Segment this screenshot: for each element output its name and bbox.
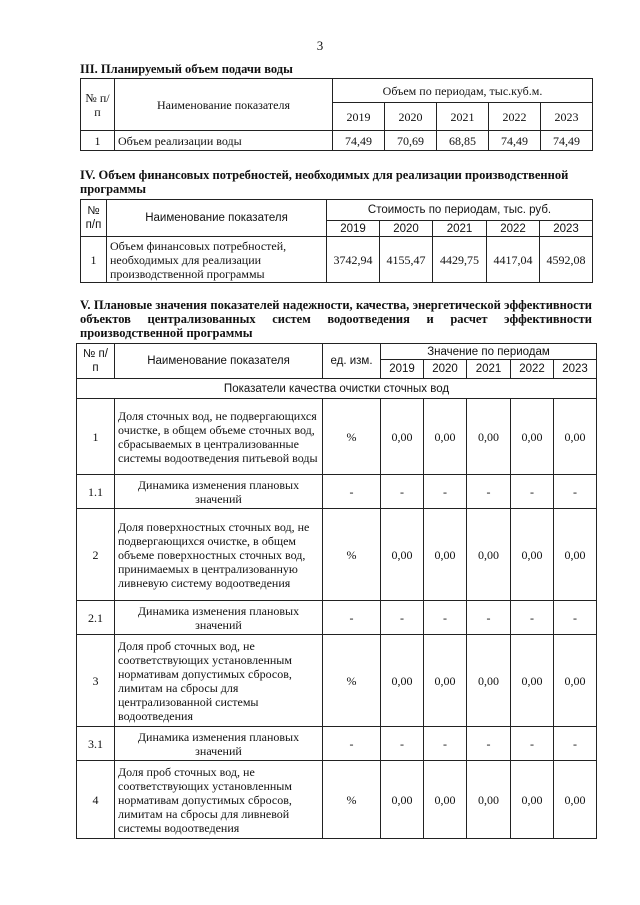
table-row <box>77 727 597 761</box>
table-row <box>77 601 597 635</box>
row-value: - <box>467 601 511 635</box>
row-value: 4592,08 <box>540 237 593 283</box>
row-value: - <box>424 601 467 635</box>
row-value: 4155,47 <box>380 237 433 283</box>
table-row <box>81 131 593 151</box>
row-value: 74,49 <box>489 131 541 151</box>
year-header: 2019 <box>333 103 385 131</box>
row-unit: - <box>323 727 381 761</box>
row-value: 74,49 <box>541 131 593 151</box>
header-period: Значение по периодам <box>381 344 597 360</box>
section-3-title: III. Планируемый объем подачи воды <box>80 62 293 76</box>
row-value: - <box>554 475 597 509</box>
row-value: 0,00 <box>511 635 554 727</box>
row-value: 4417,04 <box>487 237 540 283</box>
header-num: № п/п <box>81 79 115 131</box>
row-num: 2.1 <box>77 601 115 635</box>
row-num: 1.1 <box>77 475 115 509</box>
row-name: Объем реализации воды <box>115 131 333 151</box>
row-unit: - <box>323 601 381 635</box>
row-value: - <box>381 727 424 761</box>
row-unit: - <box>323 475 381 509</box>
year-header: 2019 <box>381 360 424 379</box>
row-value: - <box>424 475 467 509</box>
year-header: 2021 <box>437 103 489 131</box>
row-value: - <box>381 475 424 509</box>
row-value: 0,00 <box>381 399 424 475</box>
row-value: 3742,94 <box>327 237 380 283</box>
row-name: Доля проб сточных вод, не соответствующих установленным нормативам допустимых сбросов, лимитам на сбросы для ливневой системы водоотведения <box>115 761 323 839</box>
row-name: Доля сточных вод, не подвергающихся очистке, в общем объеме сточных вод, сбрасываемых в централизованные системы водоотведения питьевой воды <box>115 399 323 475</box>
row-value: - <box>511 727 554 761</box>
header-name: Наименование показателя <box>107 200 327 237</box>
year-header: 2022 <box>487 221 540 237</box>
row-value: - <box>554 601 597 635</box>
year-header: 2022 <box>489 103 541 131</box>
row-unit: % <box>323 509 381 601</box>
row-value: 0,00 <box>424 399 467 475</box>
row-unit: % <box>323 399 381 475</box>
row-value: - <box>554 727 597 761</box>
row-value: 0,00 <box>554 399 597 475</box>
year-header: 2020 <box>424 360 467 379</box>
header-name: Наименование показателя <box>115 79 333 131</box>
year-header: 2023 <box>554 360 597 379</box>
header-name: Наименование показателя <box>115 344 323 379</box>
row-value: 0,00 <box>511 761 554 839</box>
reliability-indicators-table <box>76 343 597 839</box>
header-period: Объем по периодам, тыс.куб.м. <box>333 79 593 103</box>
row-value: 0,00 <box>424 509 467 601</box>
table-row <box>77 399 597 475</box>
row-value: 0,00 <box>467 761 511 839</box>
financial-needs-table <box>80 199 593 283</box>
row-name: Динамика изменения плановых значений <box>115 475 323 509</box>
row-num: 1 <box>77 399 115 475</box>
row-value: 70,69 <box>385 131 437 151</box>
year-header: 2021 <box>467 360 511 379</box>
row-num: 3.1 <box>77 727 115 761</box>
row-value: 0,00 <box>381 635 424 727</box>
table-row <box>81 237 593 283</box>
year-header: 2022 <box>511 360 554 379</box>
row-num: 4 <box>77 761 115 839</box>
page-number: 3 <box>316 38 324 53</box>
supply-volume-table <box>80 78 593 151</box>
row-value: 4429,75 <box>433 237 487 283</box>
table-row <box>77 509 597 601</box>
row-value: - <box>424 727 467 761</box>
header-num: № п/п <box>77 344 115 379</box>
row-unit: % <box>323 635 381 727</box>
row-unit: % <box>323 761 381 839</box>
row-value: - <box>511 601 554 635</box>
row-value: - <box>467 475 511 509</box>
year-header: 2023 <box>540 221 593 237</box>
row-name: Доля поверхностных сточных вод, не подвергающихся очистке, в общем объеме поверхностных сточных вод, принимаемых в централизованную ливневую систему водоотведения <box>115 509 323 601</box>
section-4-title: IV. Объем финансовых потребностей, необходимых для реализации производственной программы <box>80 168 569 196</box>
row-num: 3 <box>77 635 115 727</box>
year-header: 2021 <box>433 221 487 237</box>
table-row <box>77 475 597 509</box>
row-name: Доля проб сточных вод, не соответствующих установленным нормативам допустимых сбросов, лимитам на сбросы для централизованной системы водоотведения <box>115 635 323 727</box>
row-value: 0,00 <box>424 635 467 727</box>
row-value: - <box>381 601 424 635</box>
row-value: 0,00 <box>467 399 511 475</box>
row-value: 68,85 <box>437 131 489 151</box>
row-value: 74,49 <box>333 131 385 151</box>
row-value: 0,00 <box>424 761 467 839</box>
row-value: 0,00 <box>554 635 597 727</box>
row-name: Объем финансовых потребностей, необходимых для реализации производственной программы <box>107 237 327 283</box>
header-period: Стоимость по периодам, тыс. руб. <box>327 200 593 221</box>
header-unit: ед. изм. <box>323 344 381 379</box>
row-name: Динамика изменения плановых значений <box>115 601 323 635</box>
row-value: 0,00 <box>511 399 554 475</box>
row-value: 0,00 <box>511 509 554 601</box>
row-value: - <box>467 727 511 761</box>
header-num: № п/п <box>81 200 107 237</box>
row-num: 2 <box>77 509 115 601</box>
year-header: 2020 <box>380 221 433 237</box>
row-value: - <box>511 475 554 509</box>
row-value: 0,00 <box>381 509 424 601</box>
table-row <box>77 635 597 727</box>
row-value: 0,00 <box>467 635 511 727</box>
year-header: 2023 <box>541 103 593 131</box>
row-value: 0,00 <box>381 761 424 839</box>
row-value: 0,00 <box>554 509 597 601</box>
section-5-title: V. Плановые значения показателей надежности, качества, энергетической эффективности объектов централизованных систем водоотведения и расчет эффективности производственной программы <box>80 298 592 340</box>
row-value: 0,00 <box>554 761 597 839</box>
row-num: 1 <box>81 131 115 151</box>
group-label: Показатели качества очистки сточных вод <box>77 379 597 399</box>
row-num: 1 <box>81 237 107 283</box>
row-name: Динамика изменения плановых значений <box>115 727 323 761</box>
year-header: 2020 <box>385 103 437 131</box>
year-header: 2019 <box>327 221 380 237</box>
row-value: 0,00 <box>467 509 511 601</box>
table-row <box>77 761 597 839</box>
